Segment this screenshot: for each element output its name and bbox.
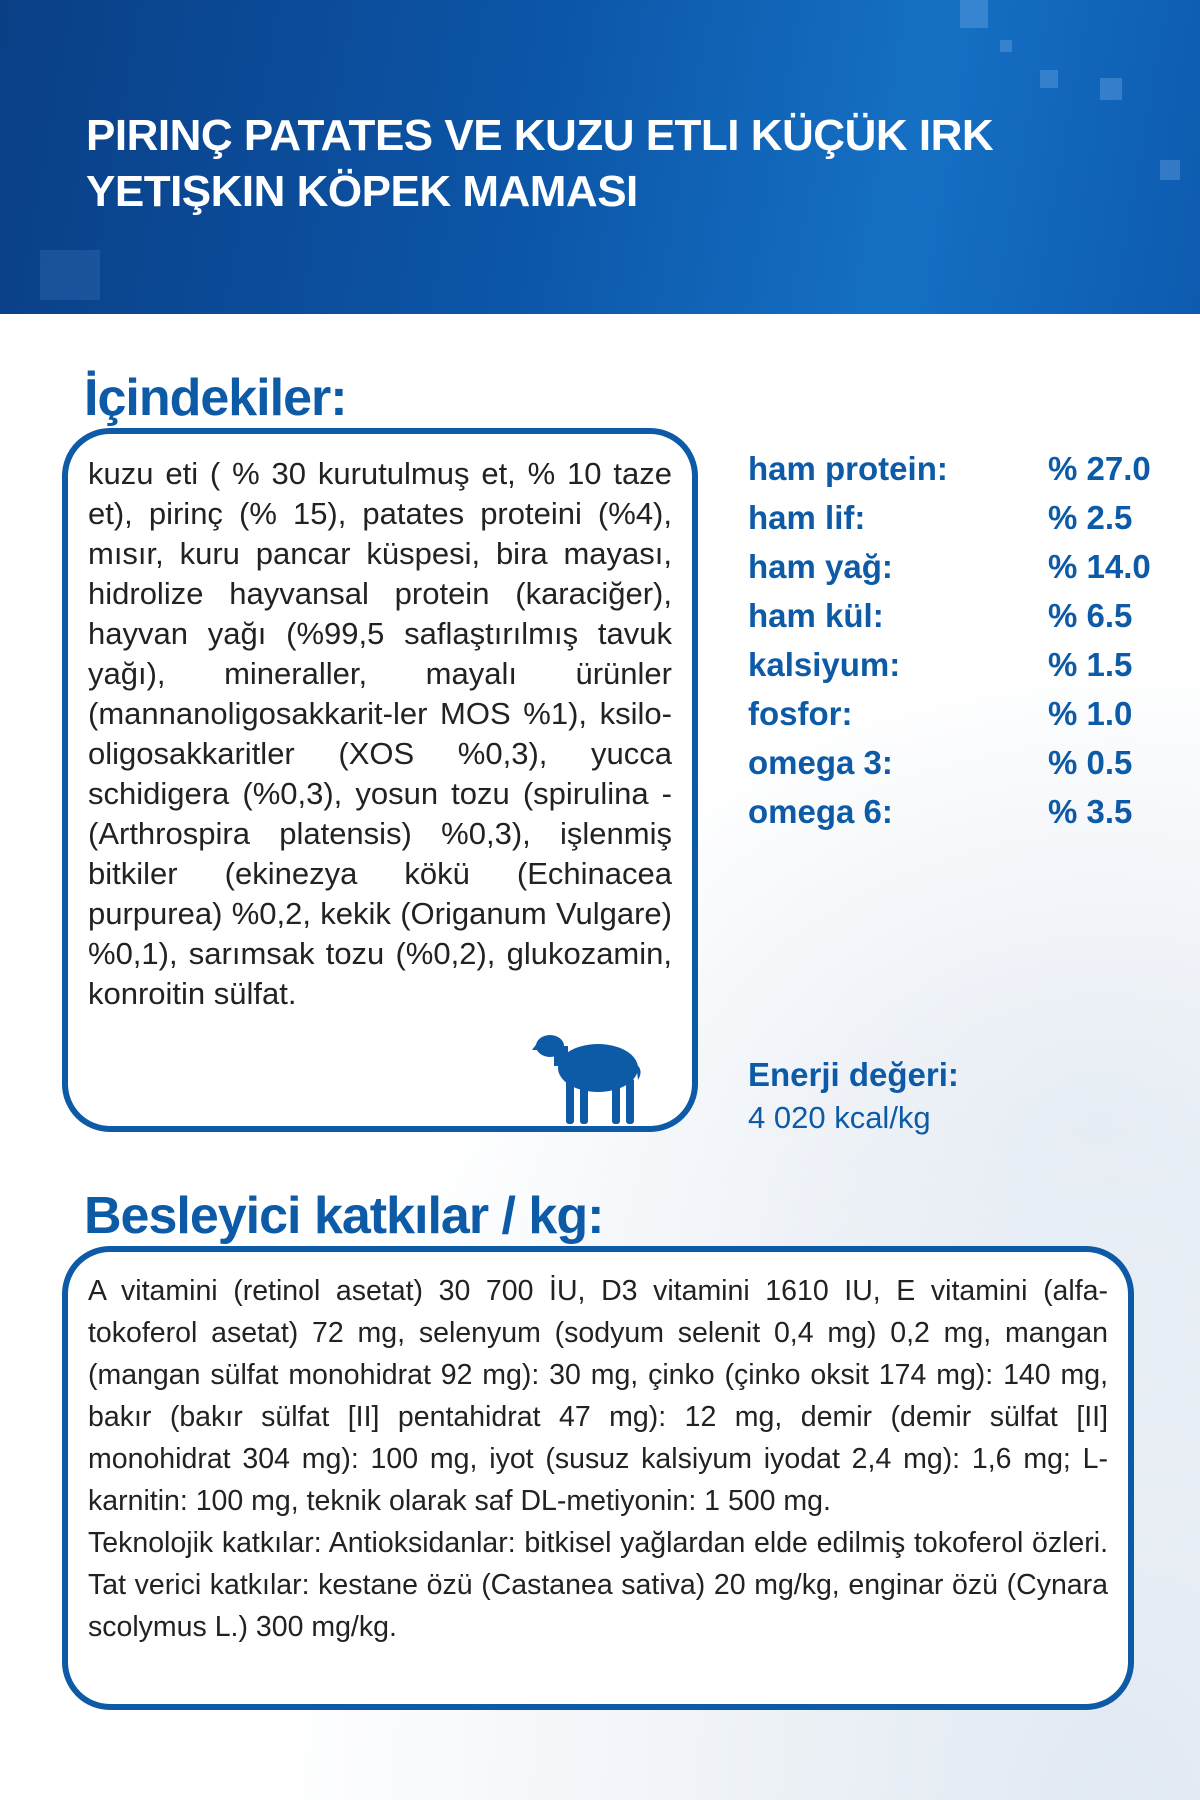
nutrient-name: kalsiyum: [748,646,901,683]
header-banner [0,0,1200,314]
nutrient-name: ham protein: [748,450,948,487]
nutrient-value: % 0.5 [1048,744,1133,781]
nutrient-name: ham lif: [748,499,866,536]
ingredients-text: kuzu eti ( % 30 kurutulmuş et, % 10 taze et), pirinç (% 15), patates proteini (%4), mısır, kuru pancar küspesi, bira mayası, hidrolize hayvansal protein (karaciğer), hayvan yağı (%99,5 saflaştırılmış tavuk yağı), mineraller, mayalı ürünler (mannanoligosakkarit-ler MOS %1), ksilo-oligosakkaritler (XOS %0,3), yucca schidigera (%0,3), yosun tozu (spirulina - (Arthrospira platensis) %0,3), işlenmiş bitkiler (ekinezya kökü (Echinacea purpurea) %0,2, kekik (Origanum Vulgare) %0,1), sarımsak tozu (%0,2), glukozamin, konroitin sülfat. [88,456,672,1011]
nutrient-name: omega 6: [748,793,893,830]
ingredients-heading: İçindekiler: [84,369,347,427]
nutrient-row [748,493,1168,542]
nutrient-value: % 14.0 [1048,548,1151,585]
nutrient-value: % 2.5 [1048,499,1133,536]
decor-pixel [1040,70,1058,88]
additives-heading: Besleyici katkılar / kg: [84,1187,604,1245]
additives-technological: Teknolojik katkılar: Antioksidanlar: bitkisel yağlardan elde edilmiş tokoferol özleri. Tat verici katkılar: kestane özü (Castanea sativa) 20 mg/kg, enginar özü (Cynara scolymus L.) 300 mg/kg. [88,1527,1108,1643]
nutrient-value: % 1.5 [1048,646,1133,683]
nutrient-name: fosfor: [748,695,853,732]
nutrient-name: ham kül: [748,597,884,634]
decor-pixel [1160,160,1180,180]
nutrient-name: omega 3: [748,744,893,781]
nutrient-value: % 1.0 [1048,695,1133,732]
nutrient-name: ham yağ: [748,548,893,585]
decor-pixel [40,250,100,300]
nutrient-value: % 27.0 [1048,450,1151,487]
decor-pixel [960,0,988,28]
nutrient-row [748,542,1168,591]
nutrient-row [748,689,1168,738]
nutrient-row [748,591,1168,640]
nutrient-row [748,787,1168,836]
nutrient-row [748,444,1168,493]
nutrient-value: % 3.5 [1048,793,1133,830]
page-title: PIRINÇ PATATES VE KUZU ETLI KÜÇÜK IRK YETIŞKIN KÖPEK MAMASI [86,111,994,216]
nutrient-value: % 6.5 [1048,597,1133,634]
energy-value: 4 020 kcal/kg [748,1100,931,1135]
additives-nutritional: A vitamini (retinol asetat) 30 700 İU, D3 vitamini 1610 IU, E vitamini (alfa-tokoferol asetat) 72 mg, selenyum (sodyum selenit 0,4 mg) 0,2 mg, mangan (mangan sülfat monohidrat 92 mg): 30 mg, çinko (çinko oksit 174 mg): 140 mg, bakır (bakır sülfat [II] pentahidrat 47 mg): 12 mg, demir (demir sülfat [II] monohidrat 304 mg): 100 mg, iyot (susuz kalsiyum iyodat 2,4 mg): 1,6 mg; L-karnitin: 100 mg, teknik olarak saf DL-metiyonin: 1 500 mg. [88,1275,1108,1517]
decor-pixel [1100,78,1122,100]
decor-pixel [1000,40,1012,52]
additives-text [88,1270,1108,1648]
sheep-icon [532,1024,644,1128]
nutrient-table [748,444,1168,836]
nutrient-row [748,738,1168,787]
energy-label: Enerji değeri: [748,1056,959,1093]
nutrient-row [748,640,1168,689]
